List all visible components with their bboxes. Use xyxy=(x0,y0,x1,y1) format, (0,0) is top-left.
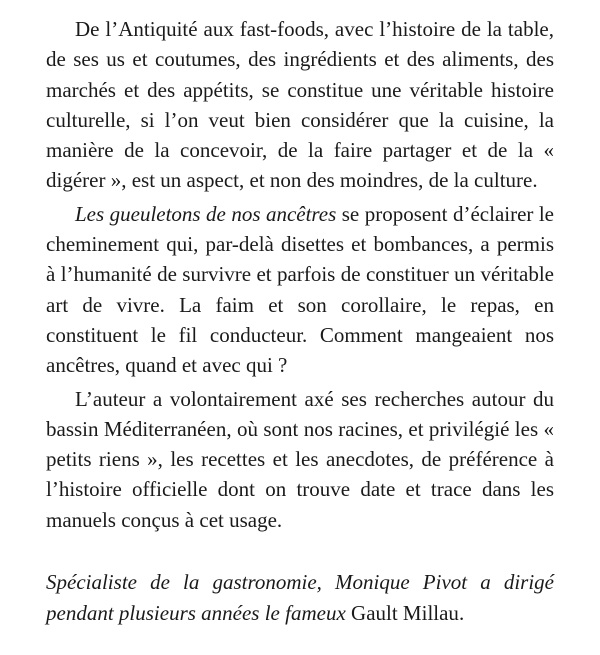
back-cover-text xyxy=(46,14,554,629)
author-note-text: Spécialiste de la gastronomie, Monique Pivot a dirigé pendant plusieurs années le fameux xyxy=(46,570,554,626)
paragraph-intro: De l’Antiquité aux fast-foods, avec l’histoire de la table, de ses us et coutumes, des ingrédients et des aliments, des marchés et des appétits, se constitue une véritable histoire culturelle, si l’on veut bien considérer que la cuisine, la manière de la concevoir, de la faire partager et de la « digérer », est un aspect, et non des moindres, de la culture. xyxy=(46,17,554,193)
paragraph-purpose xyxy=(46,199,554,381)
paragraph-scope: L’auteur a volontairement axé ses recherches autour du bassin Méditerranéen, où sont nos racines, et privilégié les « petits riens », les recettes et les anecdotes, de préférence à l’histoire officielle dont on trouve date et trace dans les manuels conçus à cet usage. xyxy=(46,386,554,532)
publication-name: Gault Millau xyxy=(351,601,459,626)
paragraph-purpose-text: se proposent d’éclairer le cheminement qui, par-delà disettes et bombances, a permis à l’humanité de survivre et parfois de constituer un véritable art de vivre. La faim et son corollaire, le repas, en constituent le fil conducteur. Comment mangeaient nos ancêtres, quand et avec qui ? xyxy=(46,201,555,378)
book-title: Les gueuletons de nos ancêtres xyxy=(75,201,337,226)
author-note xyxy=(46,567,554,629)
author-note-end: . xyxy=(458,601,465,626)
